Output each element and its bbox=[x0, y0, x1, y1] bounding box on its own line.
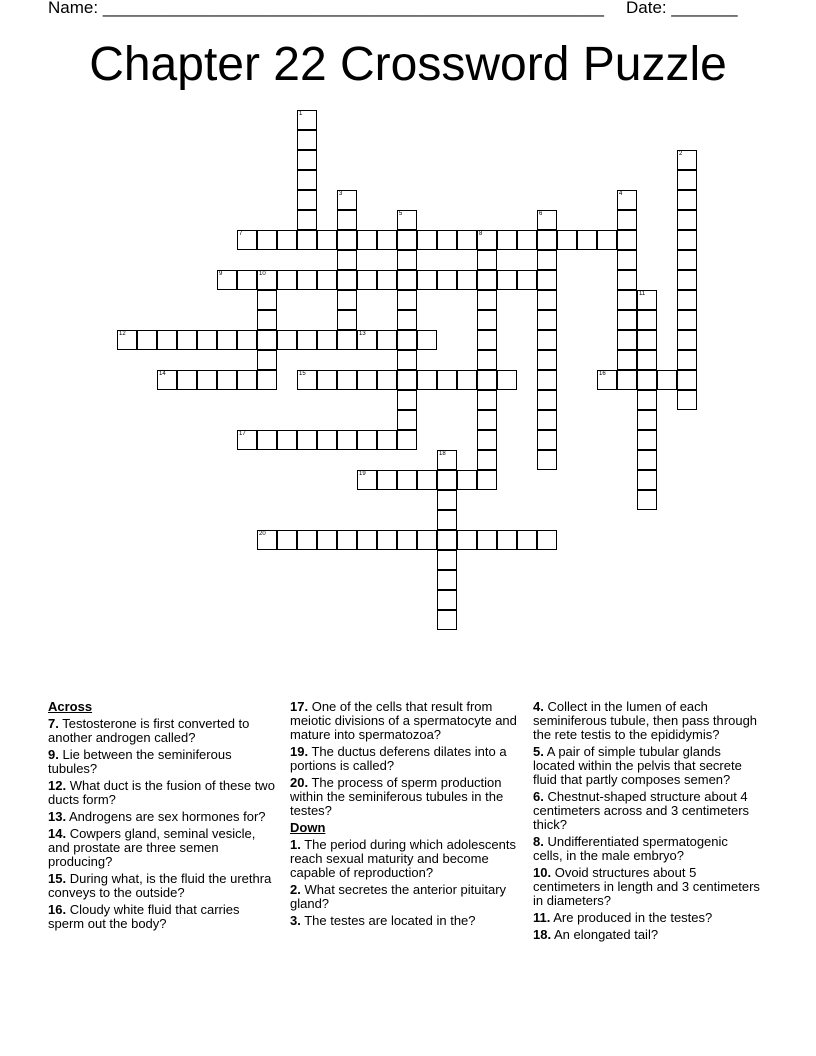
grid-cell[interactable] bbox=[557, 230, 577, 250]
across-clue bbox=[290, 745, 518, 773]
grid-cell[interactable] bbox=[617, 190, 637, 210]
grid-cell[interactable] bbox=[677, 270, 697, 290]
grid-cell[interactable] bbox=[317, 330, 337, 350]
across-clue bbox=[290, 776, 518, 818]
grid-cell[interactable] bbox=[257, 430, 277, 450]
grid-cell[interactable] bbox=[137, 330, 157, 350]
grid-cell[interactable] bbox=[417, 370, 437, 390]
cell-number: 11 bbox=[639, 291, 646, 297]
grid-cell[interactable] bbox=[517, 270, 537, 290]
grid-cell[interactable] bbox=[437, 570, 457, 590]
cell-number: 16 bbox=[599, 371, 606, 377]
grid-cell[interactable] bbox=[417, 470, 437, 490]
clue-text: During what, is the fluid the urethra conveys to the outside? bbox=[48, 871, 272, 900]
down-clue bbox=[533, 745, 761, 787]
cell-number: 12 bbox=[119, 331, 126, 337]
grid-cell[interactable] bbox=[237, 330, 257, 350]
grid-cell[interactable] bbox=[517, 530, 537, 550]
grid-cell[interactable] bbox=[477, 390, 497, 410]
grid-cell[interactable] bbox=[297, 110, 317, 130]
grid-cell[interactable] bbox=[637, 390, 657, 410]
grid-cell[interactable] bbox=[337, 230, 357, 250]
clue-number: 6. bbox=[533, 789, 544, 804]
date-label: Date: bbox=[626, 0, 667, 17]
clue-number: 1. bbox=[290, 837, 301, 852]
grid-cell[interactable] bbox=[377, 270, 397, 290]
grid-cell[interactable] bbox=[537, 270, 557, 290]
clue-text: Testosterone is first converted to another androgen called? bbox=[48, 716, 250, 745]
grid-cell[interactable] bbox=[197, 370, 217, 390]
clues-column-3 bbox=[533, 700, 761, 945]
grid-cell[interactable] bbox=[677, 190, 697, 210]
grid-cell[interactable] bbox=[217, 270, 237, 290]
clue-text: Undifferentiated spermatogenic cells, in the male embryo? bbox=[533, 834, 728, 863]
grid-cell[interactable] bbox=[317, 270, 337, 290]
grid-cell[interactable] bbox=[257, 330, 277, 350]
grid-cell[interactable] bbox=[437, 450, 457, 470]
down-clue bbox=[533, 700, 761, 742]
grid-cell[interactable] bbox=[377, 230, 397, 250]
across-clue bbox=[48, 717, 276, 745]
grid-cell[interactable] bbox=[297, 190, 317, 210]
grid-cell[interactable] bbox=[277, 530, 297, 550]
grid-cell[interactable] bbox=[537, 450, 557, 470]
grid-cell[interactable] bbox=[297, 330, 317, 350]
grid-cell[interactable] bbox=[677, 210, 697, 230]
grid-cell[interactable] bbox=[437, 230, 457, 250]
grid-cell[interactable] bbox=[457, 270, 477, 290]
grid-cell[interactable] bbox=[397, 330, 417, 350]
cell-number: 19 bbox=[359, 471, 366, 477]
grid-cell[interactable] bbox=[677, 170, 697, 190]
grid-cell[interactable] bbox=[337, 270, 357, 290]
grid-cell[interactable] bbox=[637, 410, 657, 430]
grid-cell[interactable] bbox=[477, 530, 497, 550]
across-clue bbox=[48, 827, 276, 869]
cell-number: 10 bbox=[259, 271, 266, 277]
grid-cell[interactable] bbox=[637, 430, 657, 450]
grid-cell[interactable] bbox=[397, 430, 417, 450]
down-clue bbox=[290, 914, 518, 928]
grid-cell[interactable] bbox=[537, 410, 557, 430]
across-clue bbox=[290, 700, 518, 742]
grid-cell[interactable] bbox=[417, 530, 437, 550]
cell-number: 8 bbox=[479, 231, 483, 237]
clue-text: Ovoid structures about 5 centimeters in length and 3 centimeters in diameters? bbox=[533, 865, 760, 908]
clue-number: 8. bbox=[533, 834, 544, 849]
grid-cell[interactable] bbox=[637, 310, 657, 330]
grid-cell[interactable] bbox=[357, 270, 377, 290]
clue-number: 18. bbox=[533, 927, 552, 942]
clue-text: Chestnut-shaped structure about 4 centimeters across and 3 centimeters thick? bbox=[533, 789, 750, 832]
grid-cell[interactable] bbox=[617, 230, 637, 250]
grid-cell[interactable] bbox=[577, 230, 597, 250]
down-clue bbox=[533, 790, 761, 832]
grid-cell[interactable] bbox=[497, 530, 517, 550]
grid-cell[interactable] bbox=[337, 250, 357, 270]
grid-cell[interactable] bbox=[397, 530, 417, 550]
grid-cell[interactable] bbox=[417, 230, 437, 250]
name-label: Name: bbox=[48, 0, 99, 17]
clue-text: An elongated tail? bbox=[553, 927, 659, 942]
grid-cell[interactable] bbox=[497, 270, 517, 290]
grid-cell[interactable] bbox=[277, 330, 297, 350]
grid-cell[interactable] bbox=[457, 370, 477, 390]
grid-cell[interactable] bbox=[477, 350, 497, 370]
grid-cell[interactable] bbox=[597, 230, 617, 250]
clues-column-2 bbox=[290, 700, 518, 931]
grid-cell[interactable] bbox=[297, 170, 317, 190]
grid-cell[interactable] bbox=[177, 370, 197, 390]
grid-cell[interactable] bbox=[617, 370, 637, 390]
grid-cell[interactable] bbox=[317, 230, 337, 250]
grid-cell[interactable] bbox=[637, 290, 657, 310]
grid-cell[interactable] bbox=[437, 270, 457, 290]
grid-cell[interactable] bbox=[317, 430, 337, 450]
grid-cell[interactable] bbox=[337, 530, 357, 550]
clue-number: 10. bbox=[533, 865, 552, 880]
clue-text: A pair of simple tubular glands located within the pelvis that secrete fluid that partly composes semen? bbox=[533, 744, 742, 787]
clue-number: 13. bbox=[48, 809, 67, 824]
grid-cell[interactable] bbox=[477, 430, 497, 450]
grid-cell[interactable] bbox=[397, 310, 417, 330]
grid-cell[interactable] bbox=[337, 190, 357, 210]
cell-number: 15 bbox=[299, 371, 306, 377]
grid-cell[interactable] bbox=[477, 290, 497, 310]
across-clue bbox=[48, 903, 276, 931]
grid-cell[interactable] bbox=[477, 450, 497, 470]
grid-cell[interactable] bbox=[397, 350, 417, 370]
grid-cell[interactable] bbox=[437, 470, 457, 490]
cell-number: 2 bbox=[679, 151, 683, 157]
grid-cell[interactable] bbox=[337, 370, 357, 390]
clue-text: The testes are located in the? bbox=[304, 913, 476, 928]
grid-cell[interactable] bbox=[297, 430, 317, 450]
cell-number: 14 bbox=[159, 371, 166, 377]
cell-number: 4 bbox=[619, 191, 623, 197]
grid-cell[interactable] bbox=[157, 330, 177, 350]
grid-cell[interactable] bbox=[357, 430, 377, 450]
grid-cell[interactable] bbox=[537, 250, 557, 270]
grid-cell[interactable] bbox=[177, 330, 197, 350]
grid-cell[interactable] bbox=[537, 370, 557, 390]
grid-cell[interactable] bbox=[157, 370, 177, 390]
grid-cell[interactable] bbox=[617, 310, 637, 330]
grid-cell[interactable] bbox=[237, 270, 257, 290]
cell-number: 1 bbox=[299, 111, 303, 117]
grid-cell[interactable] bbox=[257, 310, 277, 330]
grid-cell[interactable] bbox=[677, 150, 697, 170]
grid-cell[interactable] bbox=[677, 230, 697, 250]
grid-cell[interactable] bbox=[257, 530, 277, 550]
grid-cell[interactable] bbox=[497, 230, 517, 250]
cell-number: 5 bbox=[399, 211, 403, 217]
grid-cell[interactable] bbox=[477, 230, 497, 250]
grid-cell[interactable] bbox=[357, 370, 377, 390]
grid-cell[interactable] bbox=[357, 530, 377, 550]
clue-text: Cowpers gland, seminal vesicle, and prostate are three semen producing? bbox=[48, 826, 256, 869]
grid-cell[interactable] bbox=[477, 270, 497, 290]
grid-cell[interactable] bbox=[257, 370, 277, 390]
grid-cell[interactable] bbox=[537, 210, 557, 230]
date-field bbox=[626, 0, 738, 18]
clue-number: 20. bbox=[290, 775, 309, 790]
clue-number: 14. bbox=[48, 826, 67, 841]
clue-number: 2. bbox=[290, 882, 301, 897]
across-heading: Across bbox=[48, 699, 93, 714]
grid-cell[interactable] bbox=[677, 350, 697, 370]
grid-cell[interactable] bbox=[297, 270, 317, 290]
grid-cell[interactable] bbox=[637, 490, 657, 510]
grid-cell[interactable] bbox=[437, 370, 457, 390]
grid-cell[interactable] bbox=[337, 290, 357, 310]
grid-cell[interactable] bbox=[457, 470, 477, 490]
grid-cell[interactable] bbox=[297, 130, 317, 150]
grid-cell[interactable] bbox=[377, 430, 397, 450]
grid-cell[interactable] bbox=[537, 310, 557, 330]
cell-number: 17 bbox=[239, 431, 246, 437]
grid-cell[interactable] bbox=[317, 370, 337, 390]
grid-cell[interactable] bbox=[397, 410, 417, 430]
clue-text: Collect in the lumen of each seminiferous tubule, then pass through the rete testis to the epididymis? bbox=[533, 699, 758, 742]
grid-cell[interactable] bbox=[297, 230, 317, 250]
name-date-line bbox=[48, 0, 748, 18]
across-clue bbox=[48, 748, 276, 776]
grid-cell[interactable] bbox=[197, 330, 217, 350]
grid-cell[interactable] bbox=[277, 430, 297, 450]
clue-text: The ductus deferens dilates into a portions is called? bbox=[290, 744, 507, 773]
grid-cell[interactable] bbox=[397, 390, 417, 410]
grid-cell[interactable] bbox=[637, 470, 657, 490]
grid-cell[interactable] bbox=[317, 530, 337, 550]
grid-cell[interactable] bbox=[617, 270, 637, 290]
date-blank[interactable]: _______ bbox=[671, 0, 738, 17]
grid-cell[interactable] bbox=[357, 230, 377, 250]
clue-text: The period during which adolescents reach sexual maturity and become capable of reproduction? bbox=[290, 837, 516, 880]
name-blank[interactable]: _____________________________________________________ bbox=[102, 0, 604, 17]
grid-cell[interactable] bbox=[397, 370, 417, 390]
grid-cell[interactable] bbox=[377, 330, 397, 350]
grid-cell[interactable] bbox=[537, 330, 557, 350]
clue-text: What secretes the anterior pituitary gland? bbox=[290, 882, 507, 911]
grid-cell[interactable] bbox=[277, 230, 297, 250]
puzzle-title: Chapter 22 Crossword Puzzle bbox=[89, 38, 727, 91]
grid-cell[interactable] bbox=[617, 330, 637, 350]
grid-cell[interactable] bbox=[257, 290, 277, 310]
grid-cell[interactable] bbox=[357, 330, 377, 350]
grid-cell[interactable] bbox=[337, 210, 357, 230]
clue-number: 3. bbox=[290, 913, 301, 928]
clue-text: One of the cells that result from meiotic divisions of a spermatocyte and mature into spermatozoa? bbox=[290, 699, 517, 742]
grid-cell[interactable] bbox=[437, 590, 457, 610]
clue-text: Androgens are sex hormones for? bbox=[68, 809, 266, 824]
grid-cell[interactable] bbox=[637, 330, 657, 350]
down-clue bbox=[533, 928, 761, 942]
grid-cell[interactable] bbox=[457, 230, 477, 250]
cell-number: 3 bbox=[339, 191, 343, 197]
grid-cell[interactable] bbox=[477, 470, 497, 490]
clue-number: 7. bbox=[48, 716, 59, 731]
grid-cell[interactable] bbox=[337, 310, 357, 330]
grid-cell[interactable] bbox=[257, 350, 277, 370]
grid-cell[interactable] bbox=[477, 410, 497, 430]
grid-cell[interactable] bbox=[677, 390, 697, 410]
grid-cell[interactable] bbox=[637, 450, 657, 470]
grid-cell[interactable] bbox=[537, 290, 557, 310]
grid-cell[interactable] bbox=[497, 370, 517, 390]
grid-cell[interactable] bbox=[537, 390, 557, 410]
grid-cell[interactable] bbox=[397, 250, 417, 270]
grid-cell[interactable] bbox=[397, 210, 417, 230]
grid-cell[interactable] bbox=[337, 330, 357, 350]
grid-cell[interactable] bbox=[477, 250, 497, 270]
grid-cell[interactable] bbox=[377, 470, 397, 490]
grid-cell[interactable] bbox=[277, 270, 297, 290]
grid-cell[interactable] bbox=[257, 230, 277, 250]
grid-cell[interactable] bbox=[217, 370, 237, 390]
grid-cell[interactable] bbox=[217, 330, 237, 350]
down-clue bbox=[533, 835, 761, 863]
clue-number: 5. bbox=[533, 744, 544, 759]
across-clue bbox=[48, 872, 276, 900]
grid-cell[interactable] bbox=[437, 610, 457, 630]
grid-cell[interactable] bbox=[477, 370, 497, 390]
grid-cell[interactable] bbox=[297, 210, 317, 230]
grid-cell[interactable] bbox=[377, 370, 397, 390]
grid-cell[interactable] bbox=[517, 230, 537, 250]
cell-number: 9 bbox=[219, 271, 223, 277]
grid-cell[interactable] bbox=[417, 330, 437, 350]
clue-number: 4. bbox=[533, 699, 544, 714]
clue-number: 12. bbox=[48, 778, 67, 793]
grid-cell[interactable] bbox=[457, 530, 477, 550]
clue-text: Are produced in the testes? bbox=[553, 910, 713, 925]
clue-text: Cloudy white fluid that carries sperm out the body? bbox=[48, 902, 240, 931]
grid-cell[interactable] bbox=[437, 510, 457, 530]
grid-cell[interactable] bbox=[537, 350, 557, 370]
down-clue bbox=[533, 911, 761, 925]
grid-cell[interactable] bbox=[617, 350, 637, 370]
cell-number: 6 bbox=[539, 211, 543, 217]
grid-cell[interactable] bbox=[537, 530, 557, 550]
grid-cell[interactable] bbox=[397, 270, 417, 290]
cell-number: 13 bbox=[359, 331, 366, 337]
clue-number: 19. bbox=[290, 744, 309, 759]
clues-column-1 bbox=[48, 700, 276, 934]
grid-cell[interactable] bbox=[677, 250, 697, 270]
grid-cell[interactable] bbox=[377, 530, 397, 550]
grid-cell[interactable] bbox=[437, 530, 457, 550]
grid-cell[interactable] bbox=[257, 270, 277, 290]
clue-number: 9. bbox=[48, 747, 59, 762]
grid-cell[interactable] bbox=[297, 530, 317, 550]
grid-cell[interactable] bbox=[357, 470, 377, 490]
clue-text: Lie between the seminiferous tubules? bbox=[48, 747, 232, 776]
clue-text: The process of sperm production within the seminiferous tubules in the testes? bbox=[290, 775, 504, 818]
grid-cell[interactable] bbox=[437, 490, 457, 510]
grid-cell[interactable] bbox=[677, 290, 697, 310]
grid-cell[interactable] bbox=[297, 370, 317, 390]
cell-number: 18 bbox=[439, 451, 446, 457]
cell-number: 20 bbox=[259, 531, 266, 537]
grid-cell[interactable] bbox=[477, 330, 497, 350]
grid-cell[interactable] bbox=[237, 370, 257, 390]
grid-cell[interactable] bbox=[237, 230, 257, 250]
grid-cell[interactable] bbox=[537, 430, 557, 450]
grid-cell[interactable] bbox=[657, 370, 677, 390]
grid-cell[interactable] bbox=[397, 470, 417, 490]
clue-number: 11. bbox=[533, 910, 551, 925]
grid-cell[interactable] bbox=[637, 370, 657, 390]
grid-cell[interactable] bbox=[637, 350, 657, 370]
grid-cell[interactable] bbox=[237, 430, 257, 450]
grid-cell[interactable] bbox=[617, 290, 637, 310]
grid-cell[interactable] bbox=[537, 230, 557, 250]
grid-cell[interactable] bbox=[437, 550, 457, 570]
grid-cell[interactable] bbox=[477, 310, 497, 330]
grid-cell[interactable] bbox=[337, 430, 357, 450]
clue-number: 17. bbox=[290, 699, 309, 714]
down-clue bbox=[533, 866, 761, 908]
grid-cell[interactable] bbox=[117, 330, 137, 350]
down-heading: Down bbox=[290, 820, 326, 835]
grid-cell[interactable] bbox=[677, 330, 697, 350]
grid-cell[interactable] bbox=[677, 310, 697, 330]
grid-cell[interactable] bbox=[417, 270, 437, 290]
grid-cell[interactable] bbox=[397, 230, 417, 250]
grid-cell[interactable] bbox=[617, 210, 637, 230]
grid-cell[interactable] bbox=[297, 150, 317, 170]
clue-number: 15. bbox=[48, 871, 67, 886]
grid-cell[interactable] bbox=[617, 250, 637, 270]
grid-cell[interactable] bbox=[677, 370, 697, 390]
across-clue bbox=[48, 810, 276, 824]
grid-cell[interactable] bbox=[597, 370, 617, 390]
down-clue bbox=[290, 883, 518, 911]
clue-number: 16. bbox=[48, 902, 67, 917]
cell-number: 7 bbox=[239, 231, 243, 237]
down-clue bbox=[290, 838, 518, 880]
across-clue bbox=[48, 779, 276, 807]
clue-text: What duct is the fusion of these two ducts form? bbox=[48, 778, 275, 807]
grid-cell[interactable] bbox=[397, 290, 417, 310]
